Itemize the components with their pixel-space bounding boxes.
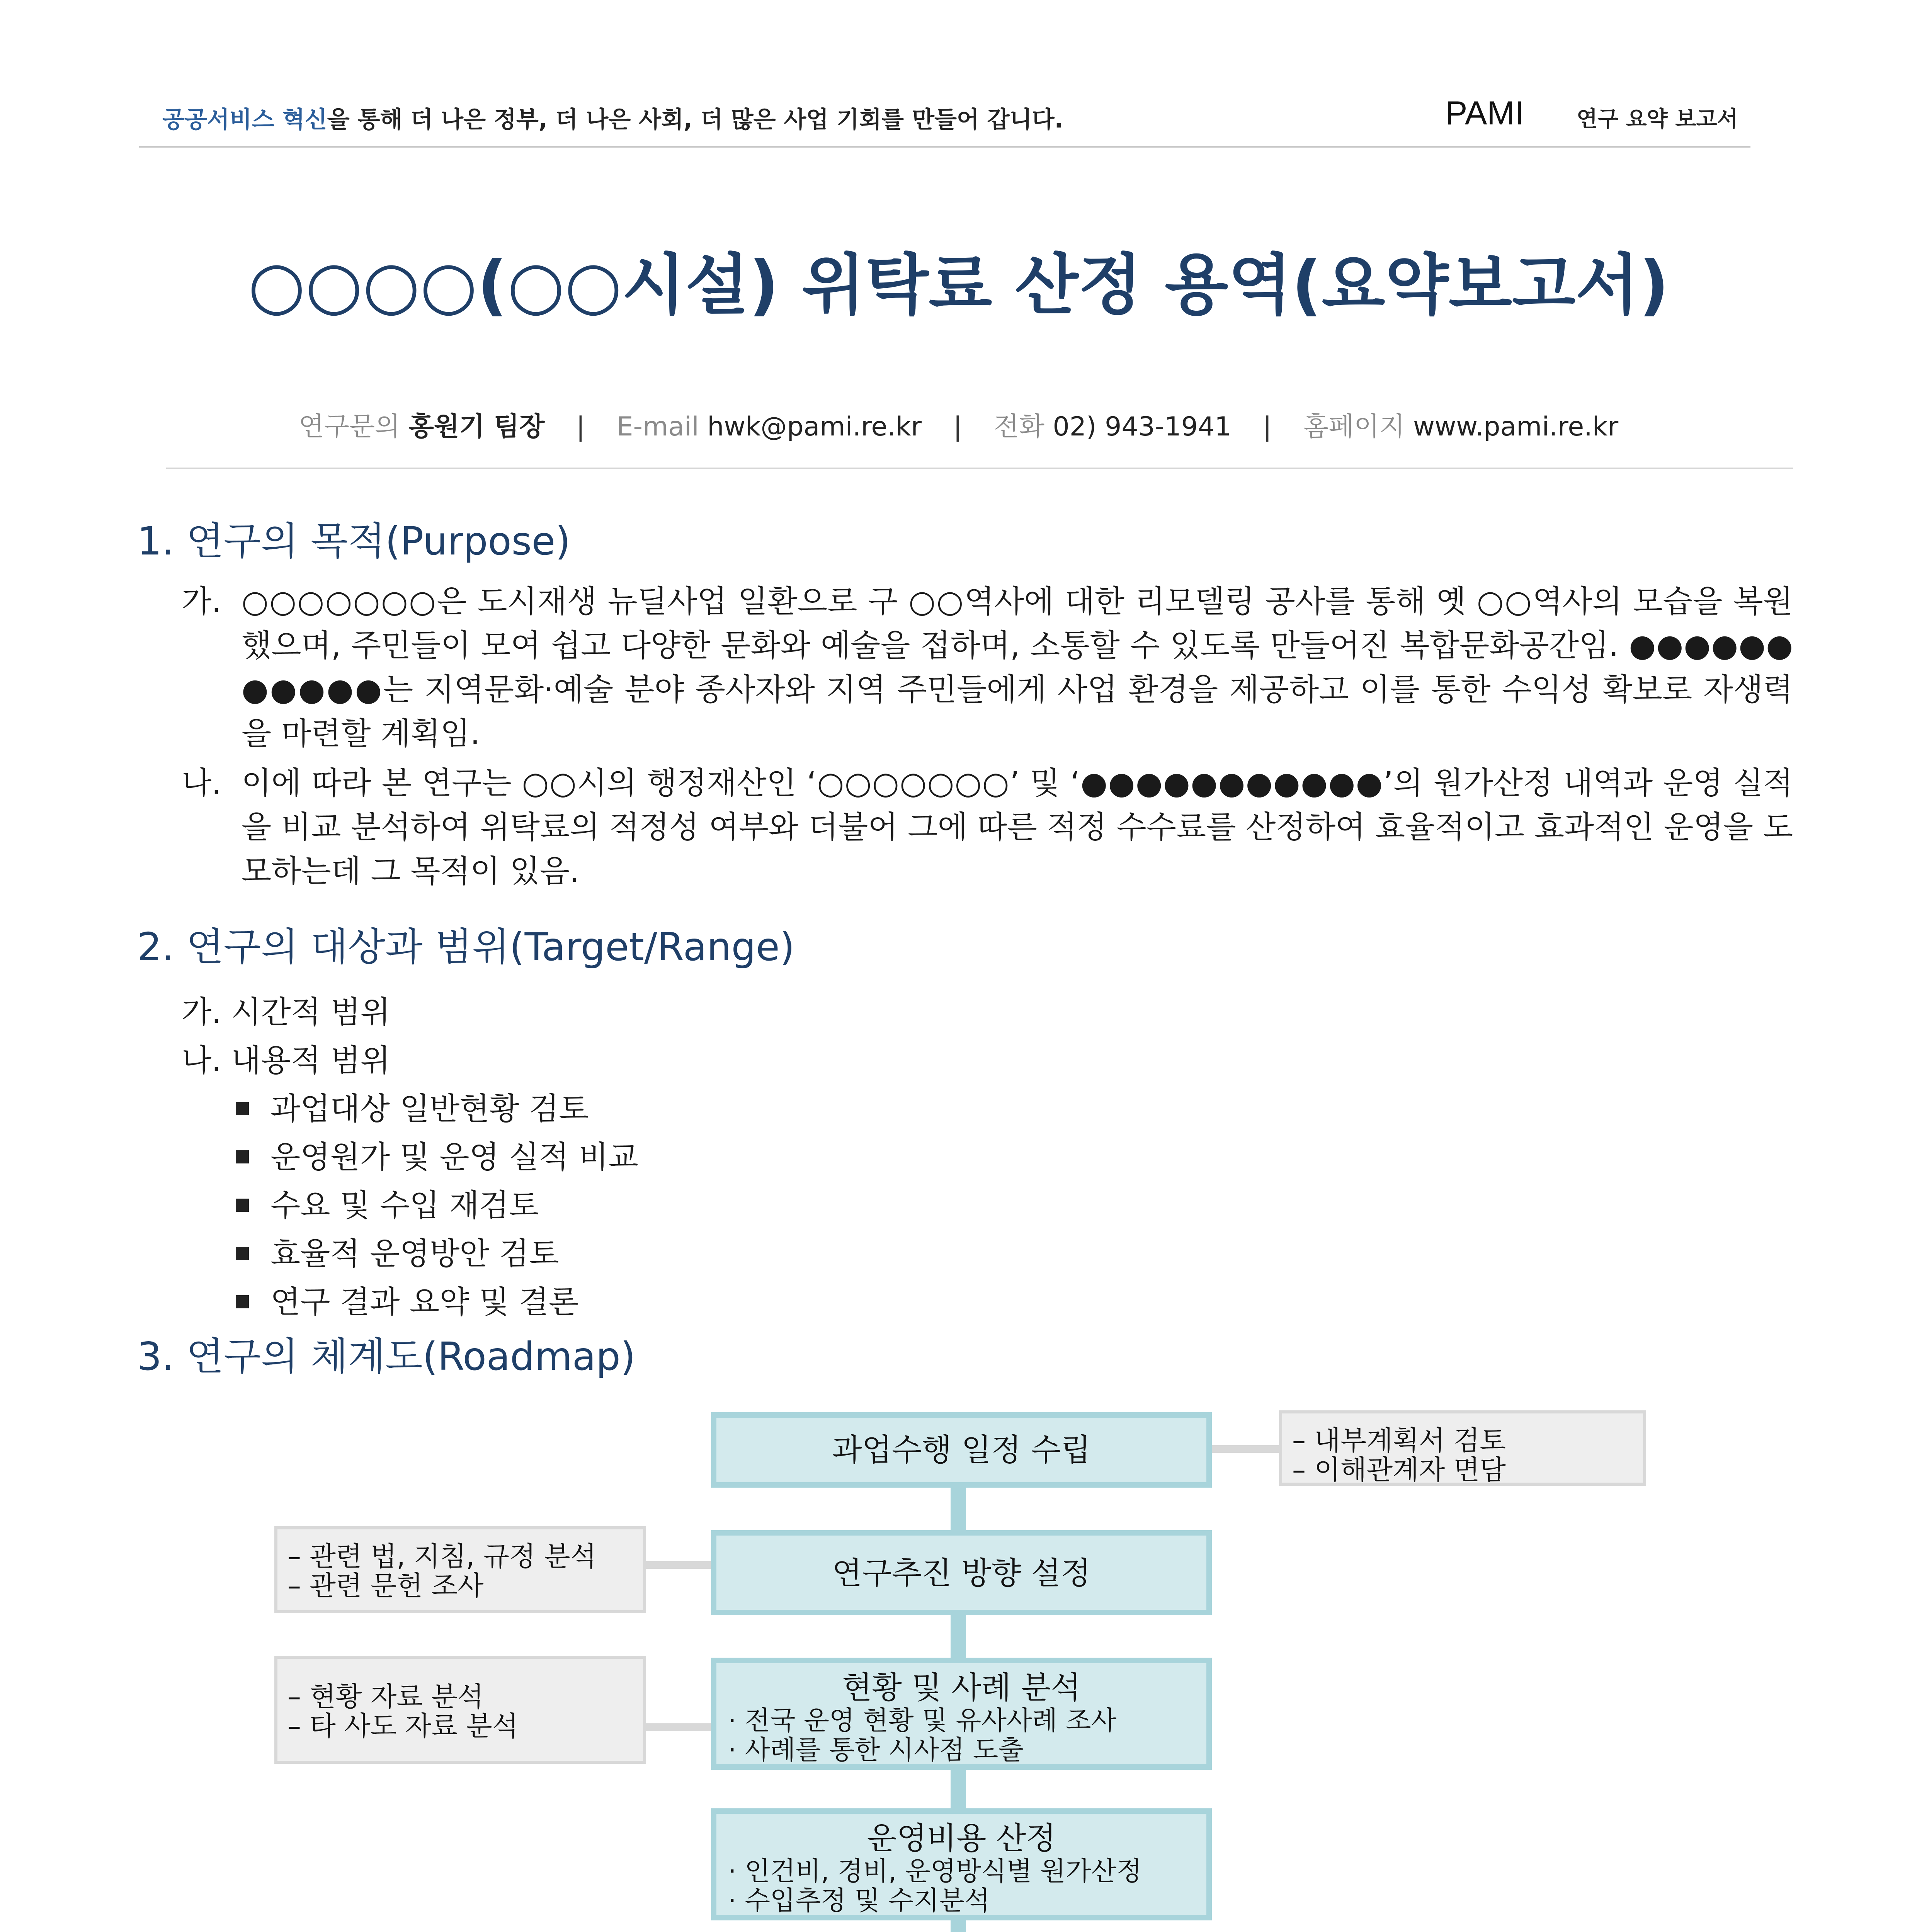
contact-separator: | (953, 412, 962, 442)
section1-item-na (182, 761, 1793, 893)
document-title: ○○○○(○○시설) 위탁료 산정 용역(요약보고서) (248, 247, 1669, 323)
square-bullet-icon (236, 1102, 249, 1115)
scope-bullet-text: 수요 및 수입 재검토 (270, 1187, 539, 1223)
roadmap-note-line: – 관련 법, 지침, 규정 분석 (287, 1541, 597, 1572)
inquiry-value: 홍원기 팀장 (408, 412, 545, 442)
item-text: 이에 따라 본 연구는 ○○시의 행정재산인 ‘○○○○○○○’ 및 ‘●●●●●●●●●●●’의 원가산정 내역과 운영 실적을 비교 분석하여 위탁료의 적정성 여부와 더불어 그에 따른 적정 수수료를 산정하여 효율적이고 효과적인 운영을 도모하는데 그 목적이 있음. (242, 765, 1793, 889)
roadmap-side-connector (643, 1723, 711, 1731)
roadmap-step-detail: · 수입추정 및 수지분석 (728, 1886, 990, 1916)
section3-heading: 3. 연구의 체계도(Roadmap) (137, 1334, 636, 1379)
scope-bullet-text: 운영원가 및 운영 실적 비교 (270, 1139, 638, 1175)
roadmap-step-title: 과업수행 일정 수립 (832, 1432, 1091, 1468)
header-slogan-rest: 을 통해 더 나은 정부, 더 나은 사회, 더 많은 사업 기회를 만들어 갑니다. (327, 106, 1063, 133)
header-divider (139, 146, 1750, 148)
roadmap-step-1 (711, 1412, 1212, 1488)
scope-bullet-text: 과업대상 일반현황 검토 (270, 1091, 589, 1127)
section2-item-content-scope: 나. 내용적 범위 (182, 1043, 390, 1078)
scope-bullet (236, 1277, 578, 1321)
scope-bullet (236, 1180, 539, 1225)
contact-separator: | (1263, 412, 1272, 442)
scope-bullet (236, 1132, 638, 1177)
roadmap-step-title: 연구추진 방향 설정 (832, 1555, 1091, 1591)
item-text: ○○○○○○○은 도시재생 뉴딜사업 일환으로 구 ○○역사에 대한 리모델링 공사를 통해 옛 ○○역사의 모습을 복원했으며, 주민들이 모여 쉽고 다양한 문화와 예술을 접하며, 소통할 수 있도록 만들어진 복합문화공간임. ●●●●●● ●●●●●는 지역문화·예술 분야 종사자와 지역 주민들에게 사업 환경을 제공하고 이를 통한 수익성 확보로 자생력을 마련할 계획임. (242, 583, 1793, 752)
roadmap-step-detail: · 전국 운영 현황 및 유사사례 조사 (728, 1706, 1117, 1736)
roadmap-note-law (274, 1526, 646, 1613)
roadmap-note-line: – 관련 문헌 조사 (287, 1570, 484, 1602)
contact-line (0, 406, 1917, 443)
roadmap-step-4 (711, 1808, 1212, 1920)
roadmap-step-3 (711, 1658, 1212, 1770)
roadmap-side-connector (1212, 1445, 1283, 1453)
square-bullet-icon (236, 1247, 249, 1260)
inquiry-label: 연구문의 (298, 412, 400, 442)
homepage-value[interactable]: www.pami.re.kr (1413, 412, 1619, 442)
section1-heading: 1. 연구의 목적(Purpose) (137, 519, 571, 564)
phone-value: 02) 943-1941 (1053, 412, 1232, 442)
item-marker: 나. (182, 765, 221, 801)
roadmap-note-line: – 이해관계자 면담 (1292, 1454, 1506, 1486)
item-marker: 가. (182, 583, 221, 619)
section2-heading: 2. 연구의 대상과 범위(Target/Range) (137, 924, 795, 969)
header-brand: PAMI (1445, 95, 1524, 132)
contact-divider (166, 468, 1793, 469)
roadmap-note-line: – 내부계획서 검토 (1292, 1425, 1506, 1456)
header-doc-type: 연구 요약 보고서 (1577, 107, 1738, 132)
roadmap-step-title: 운영비용 산정 (867, 1820, 1056, 1856)
scope-bullet (236, 1229, 559, 1273)
header-slogan (162, 101, 1063, 134)
roadmap-step-2 (711, 1530, 1212, 1615)
header-slogan-accent: 공공서비스 혁신 (162, 106, 327, 133)
roadmap-note-line: – 현황 자료 분석 (287, 1681, 484, 1713)
square-bullet-icon (236, 1150, 249, 1163)
roadmap-side-connector (643, 1561, 711, 1569)
homepage-label: 홈페이지 (1303, 412, 1405, 442)
email-label: E-mail (616, 412, 699, 442)
section1-item-ga (182, 580, 1793, 756)
phone-label: 전화 (993, 412, 1044, 442)
roadmap-step-detail: · 사례를 통한 시사점 도출 (728, 1735, 1024, 1765)
square-bullet-icon (236, 1199, 249, 1212)
section2-item-time-scope: 가. 시간적 범위 (182, 994, 390, 1030)
roadmap-step-detail: · 인건비, 경비, 운영방식별 원가산정 (728, 1856, 1142, 1887)
scope-bullet (236, 1084, 589, 1128)
scope-bullet-text: 연구 결과 요약 및 결론 (270, 1284, 579, 1320)
contact-separator: | (576, 412, 585, 442)
scope-bullet-text: 효율적 운영방안 검토 (270, 1236, 559, 1272)
email-value[interactable]: hwk@pami.re.kr (707, 412, 922, 442)
roadmap-note-review (1279, 1410, 1646, 1486)
roadmap-note-line: – 타 사도 자료 분석 (287, 1710, 519, 1742)
roadmap-step-title: 현황 및 사례 분석 (842, 1670, 1081, 1706)
square-bullet-icon (236, 1295, 249, 1308)
roadmap-note-data (274, 1656, 646, 1764)
